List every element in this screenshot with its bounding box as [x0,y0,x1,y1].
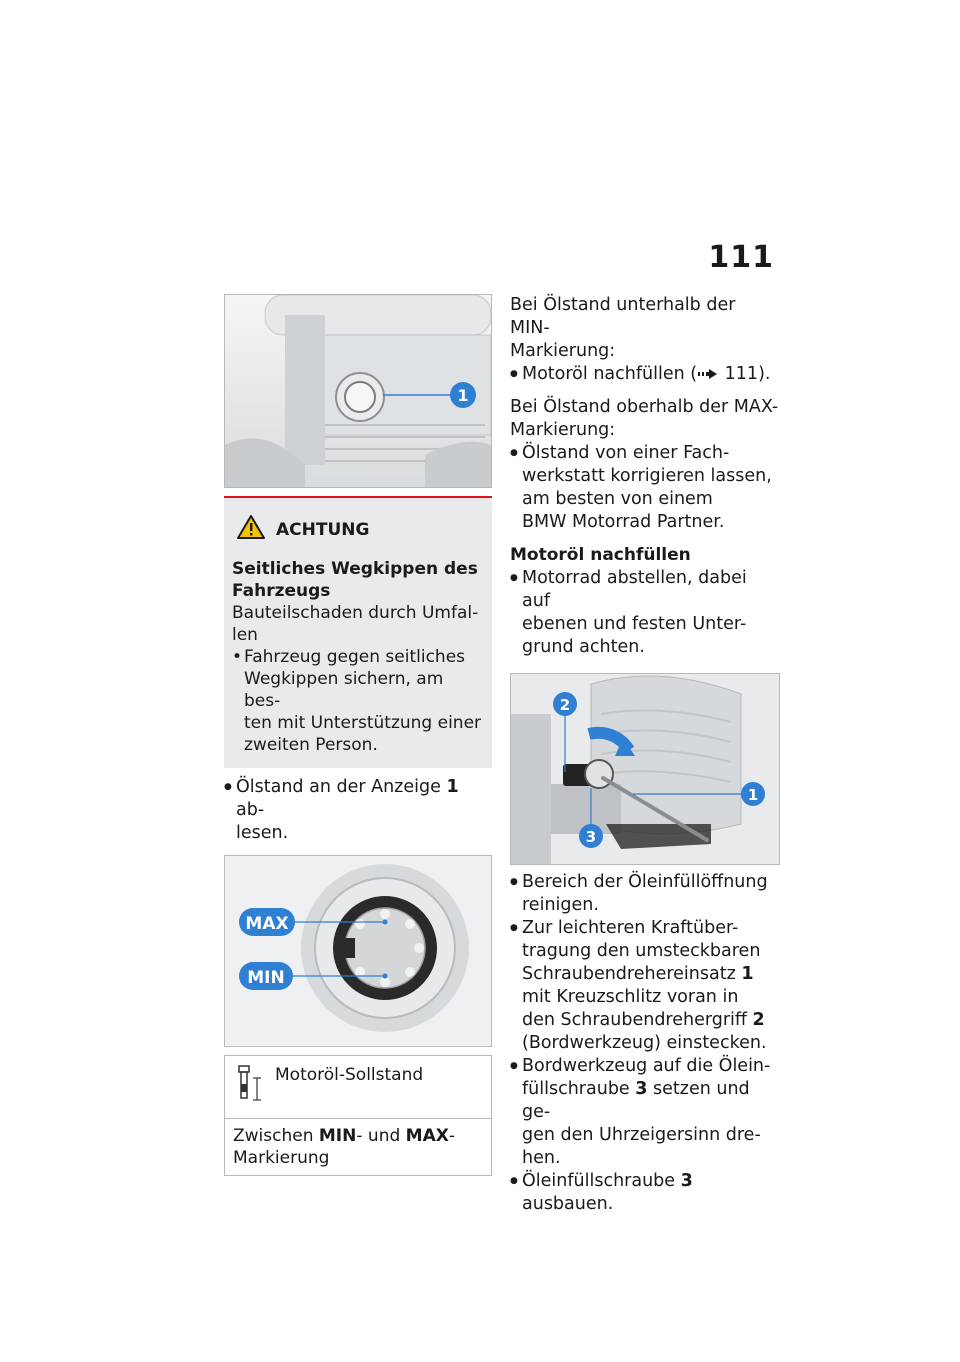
step-insert-line3-text: Schraubendrehereinsatz [522,964,742,984]
warning-triangle-icon [236,514,266,546]
fig3-callout-3: 3 [585,828,597,846]
fig3-callout-2: 2 [559,696,571,714]
page-reference-arrow-icon [697,364,719,384]
step-turn-line2 [522,1078,780,1124]
warning-header [236,514,482,546]
step-remove-text-a: Öleinfüllschraube [522,1171,681,1191]
step-insert-num-2: 2 [752,1010,765,1030]
oil-level-spec-table [224,1055,492,1176]
step-insert-line2: tragung den umsteckbaren [522,941,761,961]
step-remove-text-b: ausbauen. [522,1194,614,1214]
left-column [224,294,492,1176]
step-remove-num-3: 3 [680,1171,693,1191]
step-turn-line2-text-b: setzen und ge- [522,1079,750,1122]
case2-item-line3: am besten von einem [522,489,713,509]
read-level-text-b: ab- [236,800,265,820]
step-turn-num-3: 3 [635,1079,648,1099]
step-insert-line6: (Bordwerkzeug) einstecken. [522,1033,767,1053]
spec-title: Motoröl-Sollstand [275,1065,424,1085]
step-clean-line1: ● Bereich der Öleinfüllöffnung [522,872,768,892]
filler-cap-illustration [511,674,779,864]
spec-value-b: - und [356,1126,406,1146]
max-label: MAX [245,914,289,934]
fig3-callout-1: 1 [747,786,759,804]
step-park [510,567,780,659]
read-level-step [224,776,492,845]
step-remove-cap [510,1170,780,1216]
case2-line2: Markierung: [510,420,616,440]
read-level-line1 [236,776,492,822]
step-park-line2: ebenen und festen Unter- [522,614,747,634]
min-label: MIN [247,968,285,988]
step-park-line3: grund achten. [522,637,645,657]
step-insert-bit [510,917,780,1055]
page-number: 111 [708,240,774,275]
case2-line1: Bei Ölstand oberhalb der MAX- [510,397,779,417]
step-insert-num-1: 1 [741,964,754,984]
spec-value-c: - [448,1126,455,1146]
warning-bullet-line3: ten mit Unterstützung einer [244,713,482,733]
step-turn-tool [510,1055,780,1170]
step-insert-line3 [522,963,780,986]
step-turn-line2-text-a: füllschraube [522,1079,636,1099]
warning-bullet-line1: • Fahrzeug gegen seitliches [244,647,466,667]
case2-item-line2: werkstatt korrigieren lassen, [522,466,772,486]
case2-item-line1: ● Ölstand von einer Fach- [522,443,730,463]
spec-value-line1 [233,1125,483,1147]
case2-item [510,442,780,534]
step-clean [510,871,780,917]
engine-oil-indicator-figure [224,294,492,488]
step-turn-line1: ● Bordwerkzeug auf die Ölein- [522,1056,771,1076]
case1-line2: Markierung: [510,341,616,361]
step-remove-line1 [522,1170,780,1216]
case1-item [510,363,780,386]
warning-cause-line2: len [232,625,258,645]
case1-item-text: Motoröl nachfüllen ( [522,364,698,384]
read-level-line2: lesen. [236,823,289,843]
oil-level-icon [233,1064,265,1112]
step-park-line1: ● Motorrad abstellen, dabei auf [522,568,747,611]
fig1-callout-1: 1 [457,386,469,405]
warning-bullet [232,646,482,756]
oil-filler-tool-figure [510,673,780,865]
warning-title: ACHTUNG [276,520,370,540]
step-insert-line4: mit Kreuzschlitz voran in [522,987,739,1007]
case2-item-line4: BMW Motorrad Partner. [522,512,725,532]
read-level-num: 1 [446,777,459,797]
warning-bullet-line2: Wegkippen sichern, am bes- [244,669,444,711]
warning-box [224,496,492,768]
step-insert-line5-text: den Schraubendrehergriff [522,1010,753,1030]
case1-item-end: ). [758,364,771,384]
warning-heading-line1: Seitliches Wegkippen des [232,559,478,579]
min-max-gauge-figure [224,855,492,1047]
step-insert-line5 [522,1009,780,1032]
spec-value-a: Zwischen [233,1126,319,1146]
warning-cause-line1: Bauteilschaden durch Umfal- [232,603,479,623]
spec-value [225,1119,491,1175]
spec-value-max: MAX [405,1126,449,1146]
spec-value-min: MIN [318,1126,357,1146]
read-level-text-a: Ölstand an der Anzeige [236,777,447,797]
warning-heading-line2: Fahrzeugs [232,581,331,601]
section-title: Motoröl nachfüllen [510,545,691,565]
engine-illustration [225,295,491,487]
right-column [510,294,780,1216]
step-clean-line2: reinigen. [522,895,599,915]
spec-value-line2: Markierung [233,1148,330,1168]
spec-header [225,1056,491,1119]
warning-bullet-line4: zweiten Person. [244,735,378,755]
case1-page-ref[interactable]: 111 [724,364,759,384]
step-turn-line3: gen den Uhrzeigersinn dre- [522,1125,761,1145]
step-insert-line1: ● Zur leichteren Kraftüber- [522,918,739,938]
case-above-max [510,396,780,534]
oil-sight-glass-illustration [225,856,491,1046]
step-turn-line4: hen. [522,1148,561,1168]
case-below-min [510,294,780,386]
case1-line1: Bei Ölstand unterhalb der MIN- [510,295,736,338]
